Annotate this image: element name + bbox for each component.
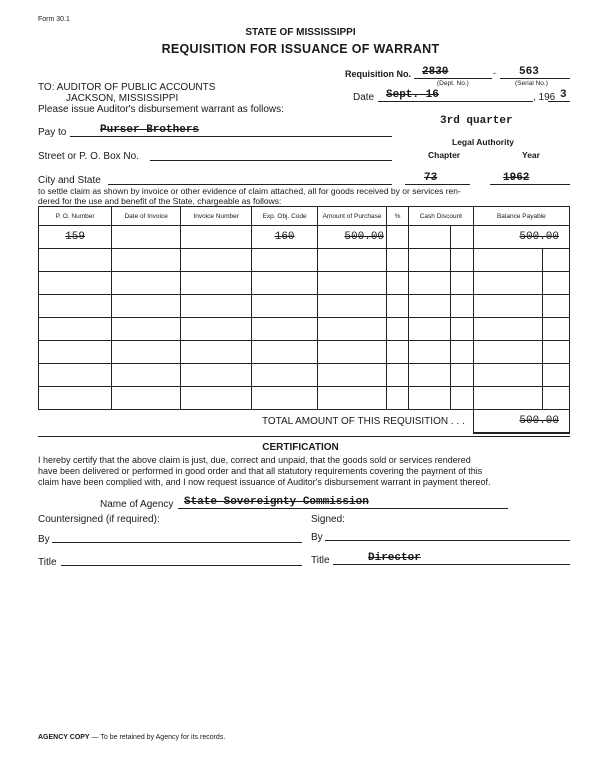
- table-header-row: [39, 207, 570, 226]
- to-line-2: JACKSON, MISSISSIPPI: [66, 93, 179, 104]
- header-percent: %: [387, 207, 409, 226]
- city-label: City and State: [38, 175, 101, 186]
- quarter: 3rd quarter: [440, 115, 513, 127]
- total-value: 500.00: [473, 410, 569, 434]
- certification-line-2: have been delivered or performed in good order and that all statutory requirements covering the payment of this: [38, 466, 483, 476]
- requisition-serial-no: 563: [519, 66, 539, 78]
- chapter-label: Chapter: [428, 150, 461, 160]
- date-value: Sept. 16: [386, 89, 439, 101]
- table-row: [39, 318, 570, 341]
- table-row: [39, 364, 570, 387]
- settle-text-2: dered for the use and benefit of the State, chargeable as follows:: [38, 196, 282, 206]
- title-label-right: Title: [311, 555, 330, 566]
- year-value: 1962: [503, 172, 530, 184]
- legal-authority-label: Legal Authority: [452, 137, 515, 147]
- row1-code: 160: [252, 226, 318, 249]
- footer-note: [38, 734, 225, 741]
- agency-value: State Sovereignty Commission: [184, 496, 369, 508]
- state-title: STATE OF MISSISSIPPI: [245, 27, 356, 38]
- total-label: TOTAL AMOUNT OF THIS REQUISITION . . .: [39, 410, 474, 434]
- table-row: [39, 387, 570, 410]
- certification-line-3: claim have been complied with, and I now request issuance of Auditor's disbursement warrant in payment thereof.: [38, 477, 491, 487]
- requisition-label: Requisition No.: [345, 69, 411, 79]
- pay-to-value: Purser Brothers: [100, 124, 200, 136]
- to-line-1: TO: AUDITOR OF PUBLIC ACCOUNTS: [38, 82, 216, 93]
- form-title: REQUISITION FOR ISSUANCE OF WARRANT: [161, 42, 440, 56]
- header-amount-of-purchase: Amount of Purchase: [318, 207, 387, 226]
- row1-amount: 500.00: [318, 226, 387, 249]
- by-label-left: By: [38, 534, 50, 545]
- countersigned-label: Countersigned (if required):: [38, 514, 160, 525]
- instruction: Please issue Auditor's disbursement warrant as follows:: [38, 104, 284, 115]
- by-label-right: By: [311, 532, 323, 543]
- header-exp-obj-code: Exp. Obj. Code: [252, 207, 318, 226]
- row1-balance: 500.00: [473, 226, 569, 249]
- certification-heading: CERTIFICATION: [262, 442, 339, 453]
- table-row: [39, 295, 570, 318]
- dept-no-label: (Dept. No.): [437, 80, 469, 87]
- date-label: Date: [353, 92, 375, 103]
- total-row: [39, 410, 570, 434]
- date-year-suffix: 3: [560, 89, 567, 101]
- date-year-prefix: , 196: [533, 92, 556, 103]
- agency-label: Name of Agency: [100, 499, 174, 510]
- row1-po-number: 159: [39, 226, 112, 249]
- table-row: [39, 272, 570, 295]
- footer-retain-text: — To be retained by Agency for its records.: [89, 734, 226, 741]
- serial-no-label: (Serial No.): [515, 80, 548, 87]
- table-row: [39, 341, 570, 364]
- header-cash-discount: Cash Discount: [408, 207, 473, 226]
- signed-label: Signed:: [311, 514, 345, 525]
- certification-line-1: I hereby certify that the above claim is just, due, correct and unpaid, that the goods sold or services rendered: [38, 455, 471, 465]
- header-date-of-invoice: Date of Invoice: [112, 207, 181, 226]
- pay-to-label: Pay to: [38, 127, 67, 138]
- footer-agency-copy: AGENCY COPY: [38, 734, 90, 741]
- form-number: Form 30.1: [38, 16, 70, 23]
- header-invoice-number: Invoice Number: [181, 207, 252, 226]
- table-row: [39, 226, 570, 249]
- settle-text: to settle claim as shown by invoice or other evidence of claim attached, all for goods received by or services ren-: [38, 186, 461, 196]
- header-balance-payable: Balance Payable: [473, 207, 569, 226]
- table-row: [39, 249, 570, 272]
- title-label-left: Title: [38, 557, 57, 568]
- title-value: Director: [368, 552, 421, 564]
- claims-table: [38, 206, 570, 434]
- requisition-dept-no: 2830: [422, 66, 449, 78]
- chapter-value: 73: [424, 172, 438, 184]
- street-label: Street or P. O. Box No.: [38, 151, 139, 162]
- header-po-number: P. O. Number: [39, 207, 112, 226]
- year-label: Year: [522, 150, 540, 160]
